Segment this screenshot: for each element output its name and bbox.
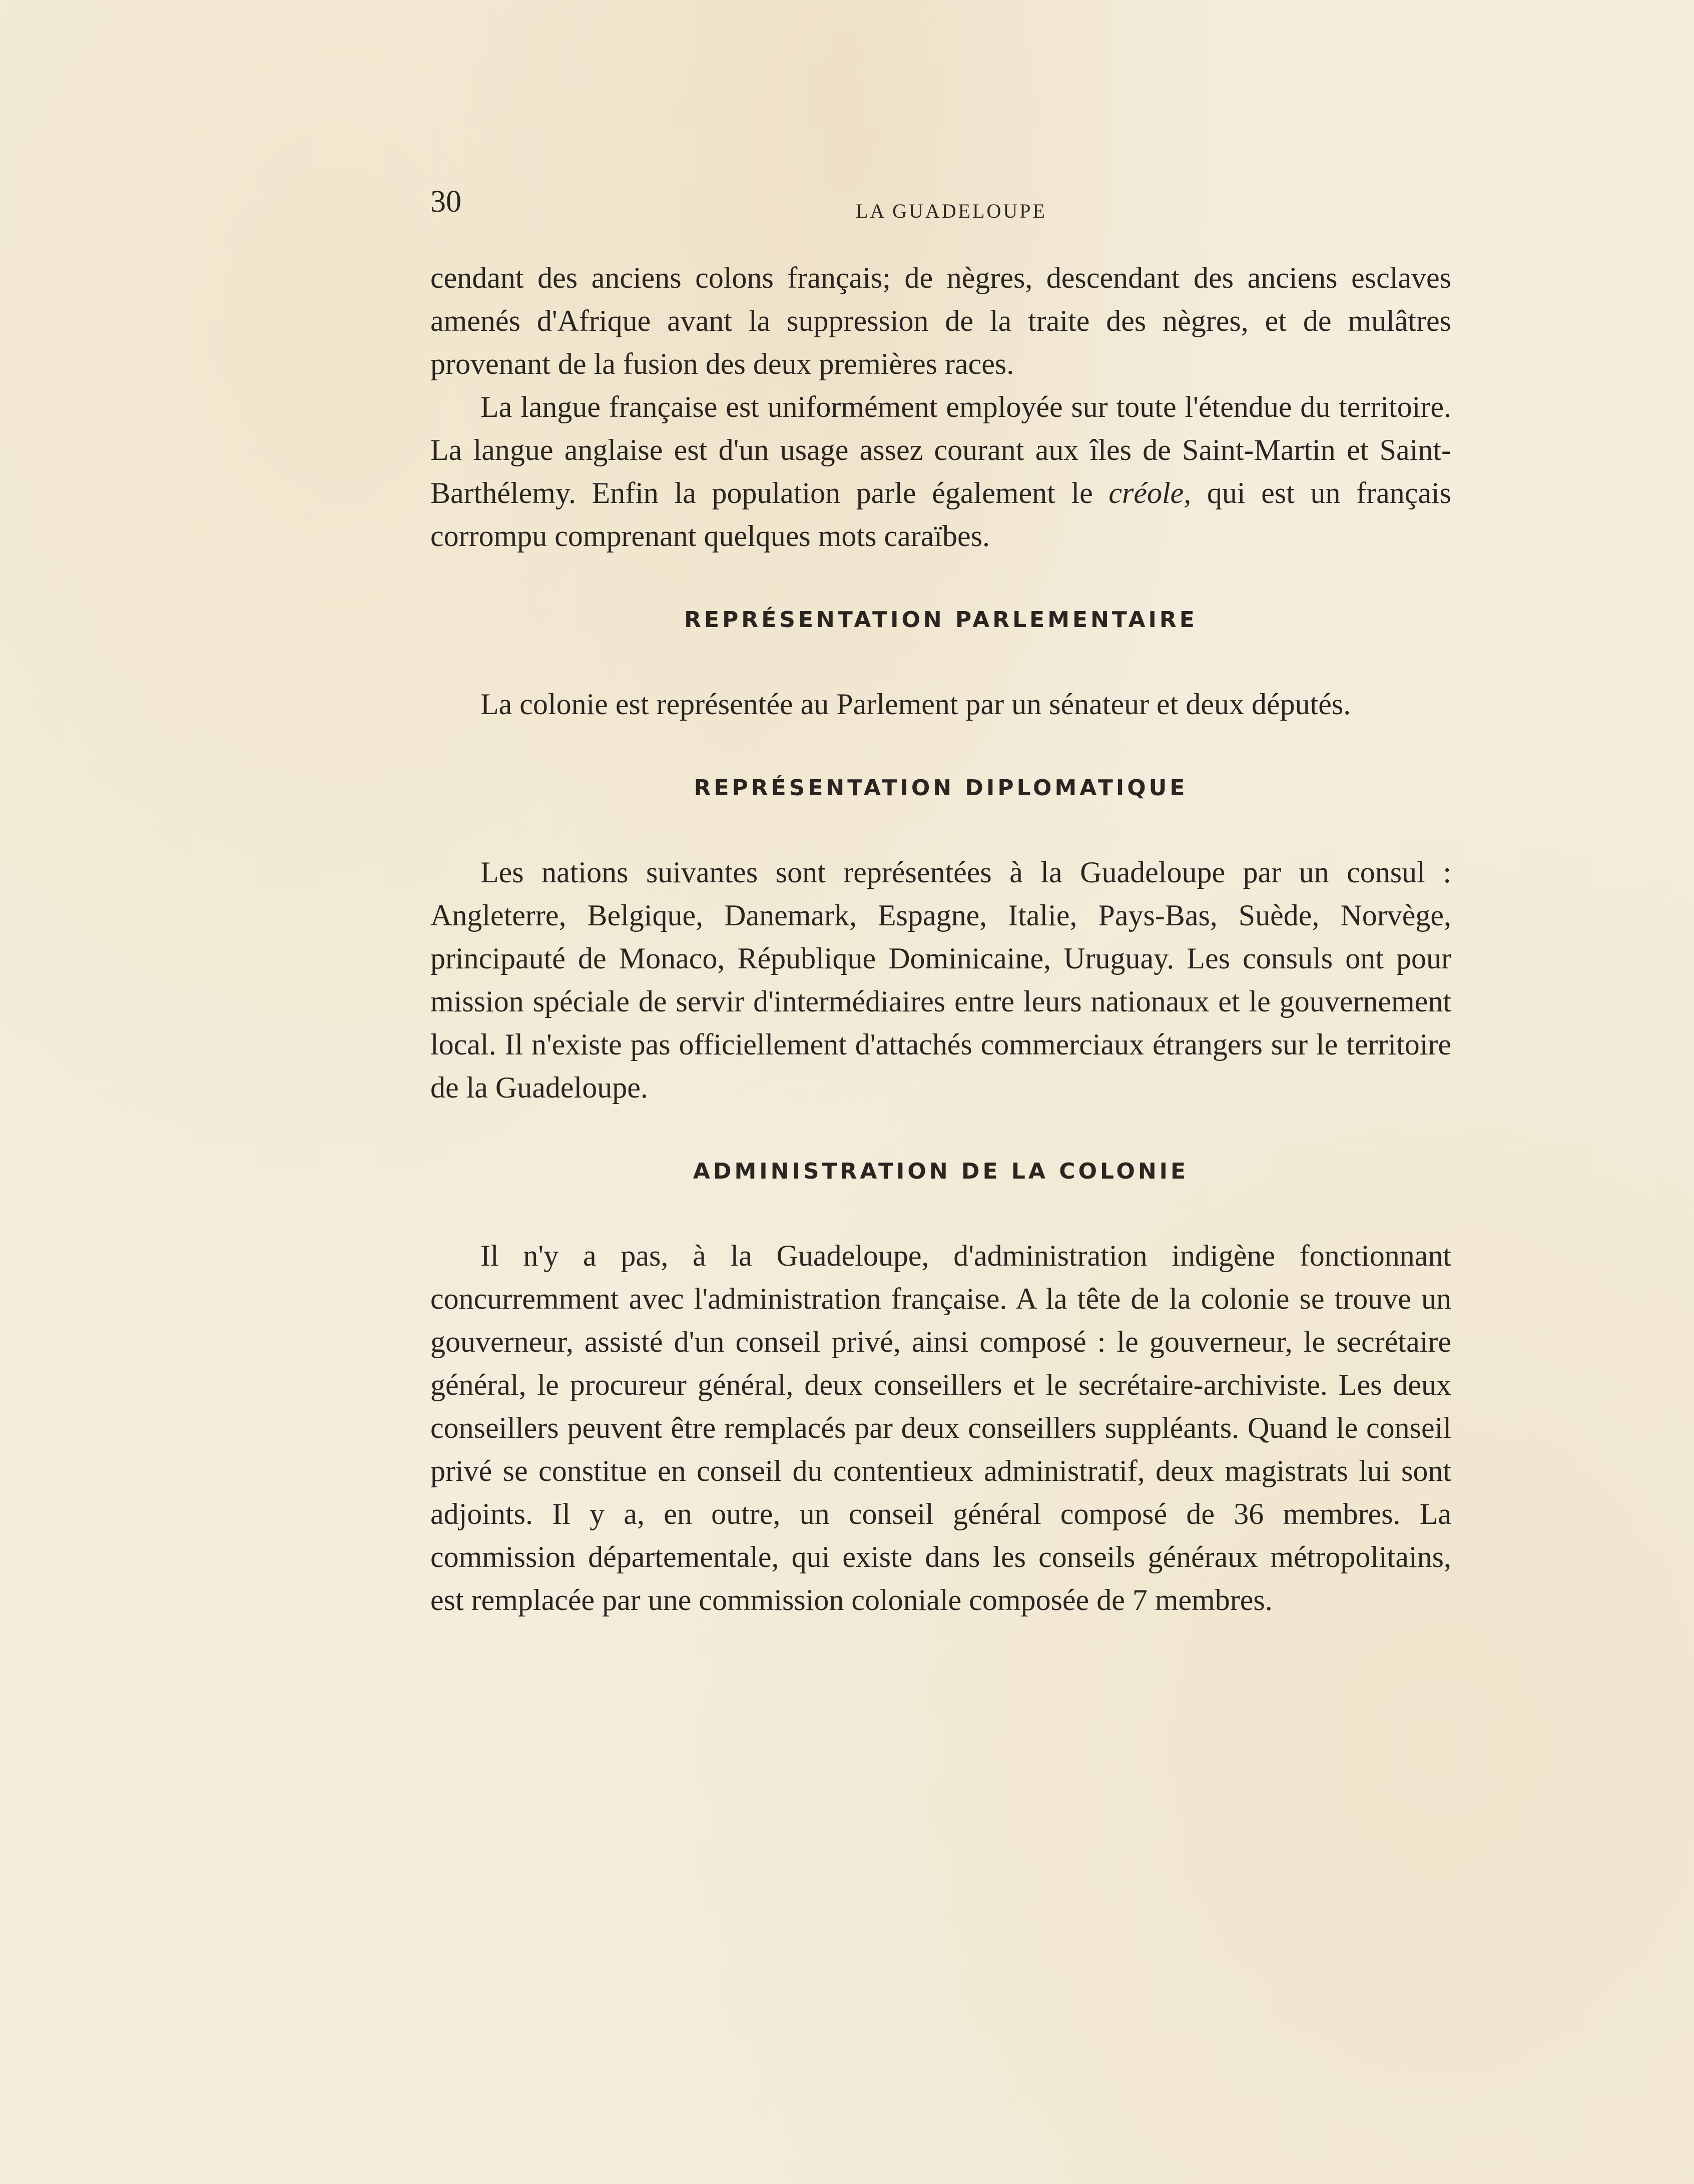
paragraph-language [430,385,1451,558]
italic-term-creole: créole, [1108,476,1192,509]
paragraph-parliamentary: La colonie est représentée au Parlement par un sénateur et deux députés. [480,688,1351,721]
page-content [430,256,1451,1621]
section-heading-parliamentary: REPRÉSENTATION PARLEMENTAIRE [684,607,1198,633]
section-heading-administration: ADMINISTRATION DE LA COLONIE [693,1159,1189,1184]
paragraph-language-text-1: La langue française est uniformément employée sur toute l'étendue du territoire. La langue anglaise est d'un usage assez courant aux îles de Saint-Martin et Saint-Barthélemy. Enfin la population parle également le [430,390,1451,509]
running-title: LA GUADELOUPE [856,200,1047,222]
paragraph-language-text-2: qui est un français corrompu comprenant quelques mots caraïbes. [430,476,1451,553]
paragraph-diplomatic: Les nations suivantes sont représentées à la Guadeloupe par un consul : Angleterre, Belgique, Danemark, Espagne, Italie, Pays-Bas, Suède, Norvège, principauté de Monaco, République Dominicaine, Uruguay. Les consuls ont pour mission spéciale de servir d'intermédiaires entre leurs nationaux et le gouvernement local. Il n'existe pas officiellement d'attachés commerciaux étrangers sur le territoire de la Guadeloupe. [430,856,1451,1104]
section-heading-diplomatic: REPRÉSENTATION DIPLOMATIQUE [694,775,1188,801]
page-header [430,184,1451,239]
paragraph-administration: Il n'y a pas, à la Guadeloupe, d'administration indigène fonctionnant concurremment avec l'administration française. A la tête de la colonie se trouve un gouverneur, assisté d'un conseil privé, ainsi composé : le gouverneur, le secrétaire général, le procureur général, deux conseillers et le secrétaire-archiviste. Les deux conseillers peuvent être remplacés par deux conseillers suppléants. Quand le conseil privé se constitue en conseil du contentieux administratif, deux magistrats lui sont adjoints. Il y a, en outre, un conseil général composé de 36 membres. La commission départementale, qui existe dans les conseils généraux métropolitains, est remplacée par une commission coloniale composée de 7 membres. [430,1239,1451,1616]
paragraph-continued: cendant des anciens colons français; de nègres, descendant des anciens esclaves amenés d'Afrique avant la suppression de la traite des nègres, et de mulâtres provenant de la fusion des deux premières races. [430,261,1451,380]
page-number: 30 [430,185,461,219]
